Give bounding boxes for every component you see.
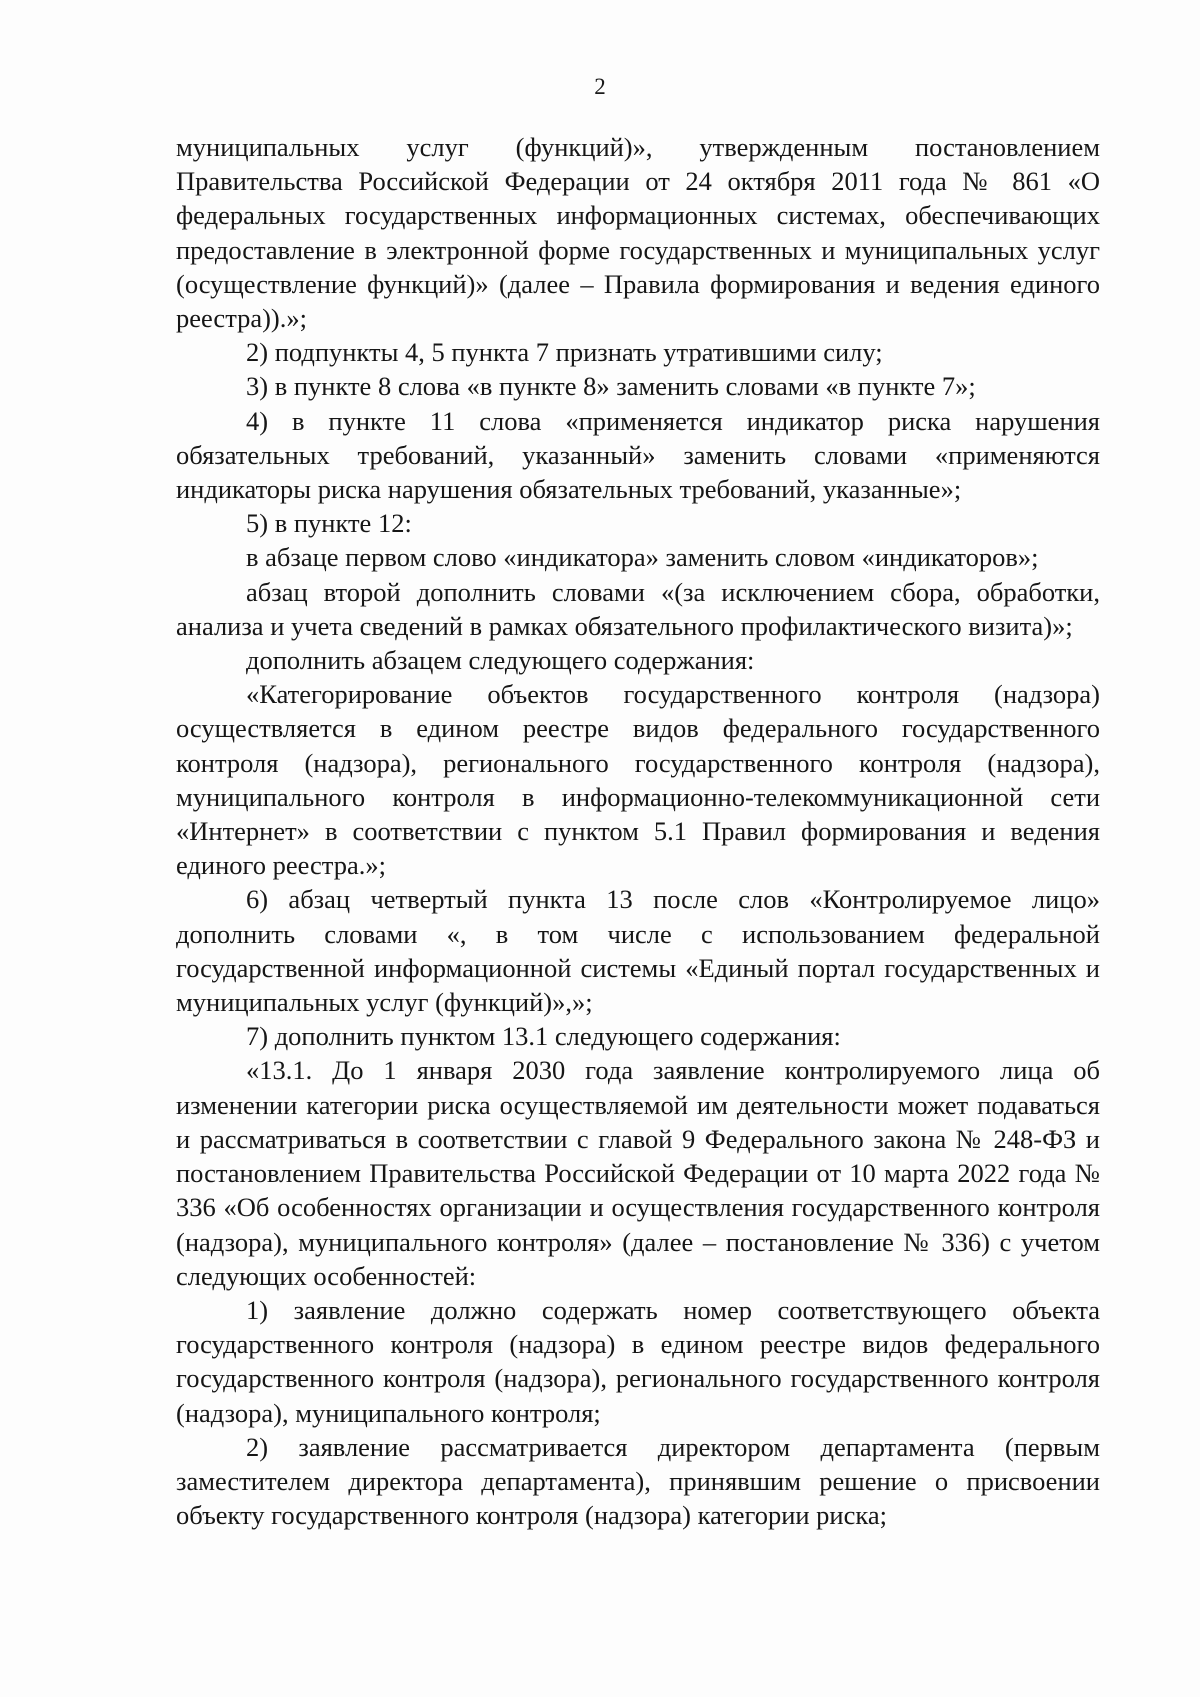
paragraph-13-1-quote: «13.1. До 1 января 2030 года заявление контролируемого лица об изменении категории риска осуществляемой им деятельности может подаваться и рассматриваться в соответствии с главой 9 Федерального закона № 248-ФЗ и постановлением Правительства Российской Федерации от 10 марта 2022 года № 336 «Об особенностях организации и осуществления государственного контроля (надзора), муниципального контроля» (далее – постановление № 336) с учетом следующих особенностей: — [176, 1055, 1100, 1291]
paragraph-item-2: 2) подпункты 4, 5 пункта 7 признать утратившими силу; — [246, 337, 883, 368]
paragraph-subitem-2: 2) заявление рассматривается директором департамента (первым заместителем директора департамента), принявшим решение о присвоении объекту государственного контроля (надзора) категории риска; — [176, 1431, 1100, 1531]
paragraph-item-5-abzac-add: дополнить абзацем следующего содержания: — [246, 645, 755, 676]
paragraph-item-3: 3) в пункте 8 слова «в пункте 8» заменить словами «в пункте 7»; — [246, 371, 976, 402]
paragraph-categorization-quote: «Категорирование объектов государственного контроля (надзора) осуществляется в едином реестре видов федерального государственного контроля (надзора), регионального государственного контроля (надзора), муниципального контроля в информационно-телекоммуникационной сети «Интернет» в соответствии с пунктом 5.1 Правил формирования и ведения единого реестра.»; — [176, 679, 1100, 881]
paragraph-subitem-1: 1) заявление должно содержать номер соответствующего объекта государственного контроля (надзора) в едином реестре видов федерального государственного контроля (надзора), регионального государственного контроля (надзора), муниципального контроля; — [176, 1294, 1100, 1428]
paragraph-item-7: 7) дополнить пунктом 13.1 следующего содержания: — [246, 1021, 841, 1052]
paragraph-item-4: 4) в пункте 11 слова «применяется индикатор риска нарушения обязательных требований, указанный» заменить словами «применяются индикаторы риска нарушения обязательных требований, указанные»; — [176, 405, 1100, 505]
paragraph-item-6: 6) абзац четвертый пункта 13 после слов «Контролируемое лицо» дополнить словами «, в том числе с использованием федеральной государственной информационной системы «Единый портал государственных и муниципальных услуг (функций)»,»; — [176, 884, 1100, 1018]
document-body — [176, 130, 1100, 1532]
paragraph-item-5-abzac-2: абзац второй дополнить словами «(за исключением сбора, обработки, анализа и учета сведений в рамках обязательного профилактического визита)»; — [176, 576, 1100, 641]
paragraph-continuation: муниципальных услуг (функций)», утвержденным постановлением Правительства Российской Федерации от 24 октября 2011 года № 861 «О федеральных государственных информационных системах, обеспечивающих предоставление в электронной форме государственных и муниципальных услуг (осуществление функций)» (далее – Правила формирования и ведения единого реестра)).»; — [176, 132, 1100, 334]
page-number: 2 — [594, 74, 606, 99]
paragraph-item-5: 5) в пункте 12: — [246, 508, 412, 539]
paragraph-item-5-abzac-1: в абзаце первом слово «индикатора» заменить словом «индикаторов»; — [246, 542, 1039, 573]
